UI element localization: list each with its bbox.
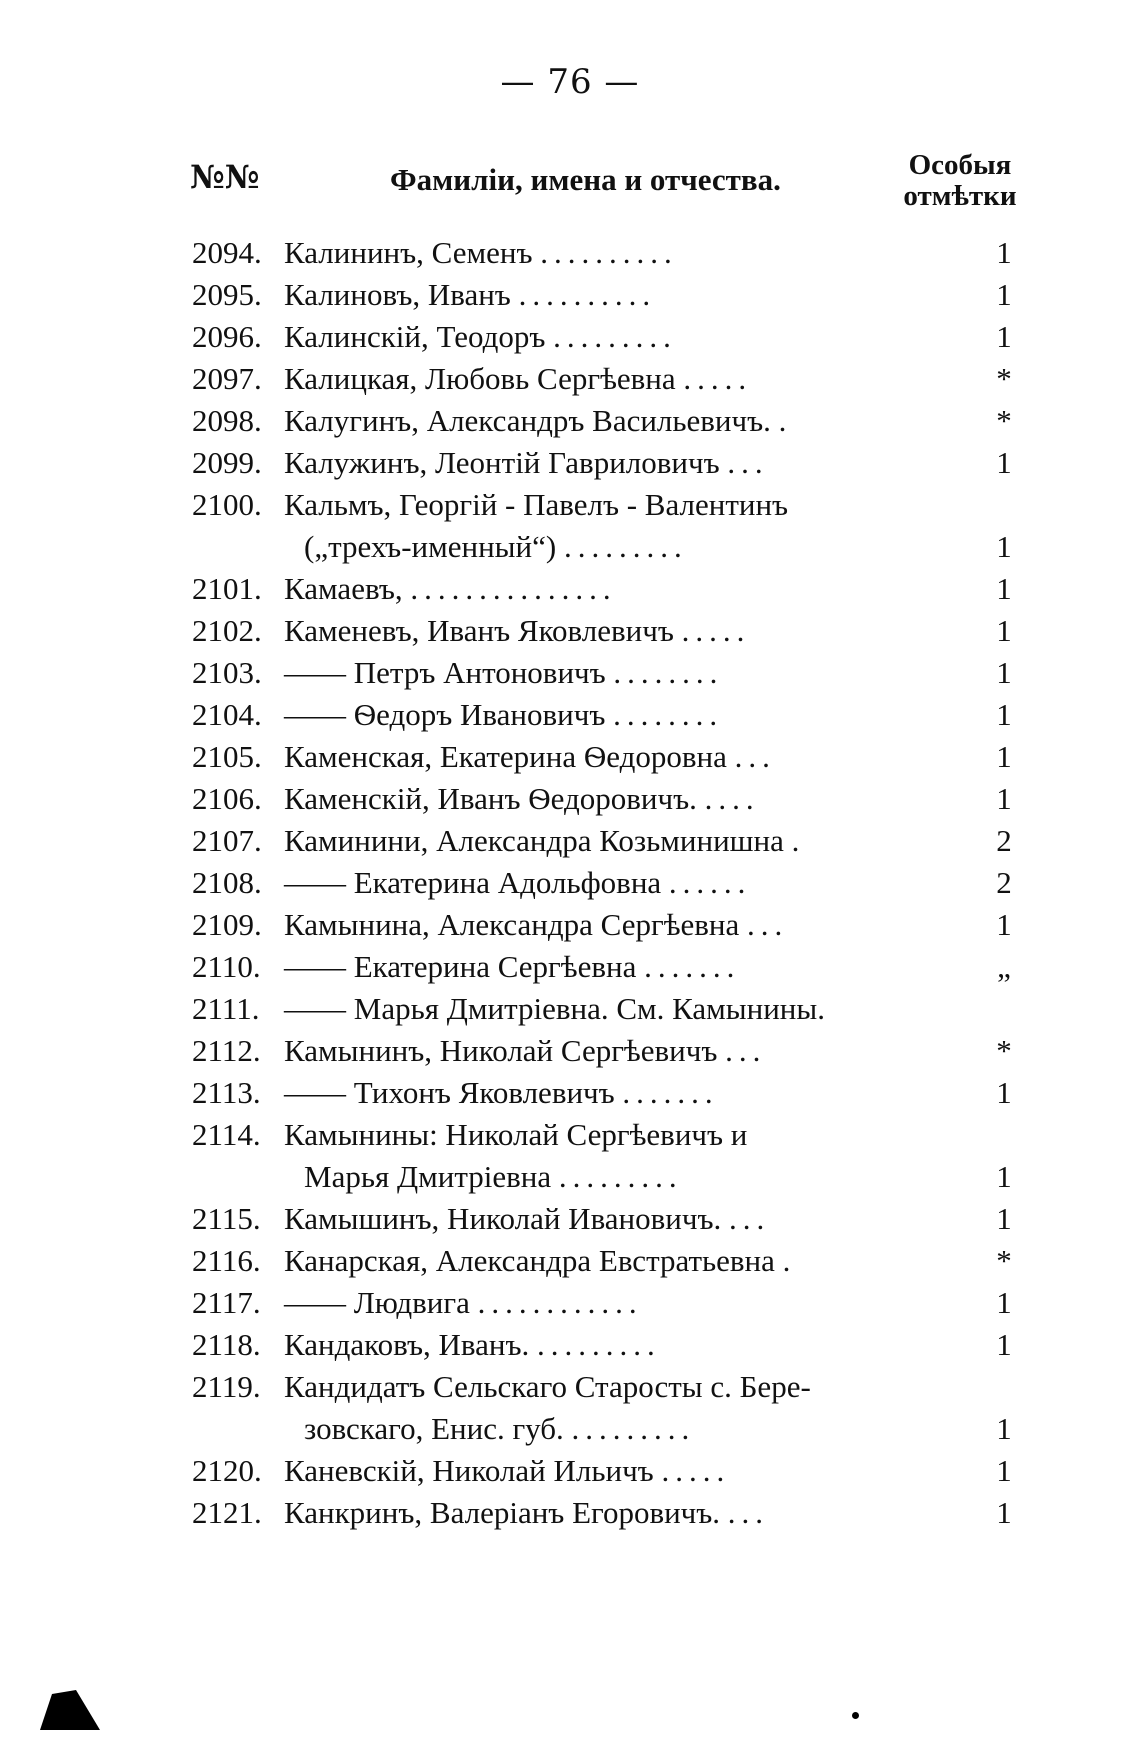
entry-name: Калинскій, Теодоръ: [284, 319, 546, 354]
entry-mark: *: [996, 1033, 1012, 1068]
entry-leader-dots: .....: [681, 613, 751, 648]
entry-number: 2112.: [192, 1033, 261, 1068]
entry-mark: 2: [996, 823, 1012, 858]
entry-leader-dots: ............: [477, 1285, 643, 1320]
entry-number: 2121.: [192, 1495, 262, 1530]
entry-number: 2117.: [192, 1285, 261, 1320]
entry-mark: 1: [996, 445, 1012, 480]
entry-number: 2101.: [192, 571, 262, 606]
list-item: [192, 1450, 1012, 1492]
entry-leader-dots: .........: [553, 319, 677, 354]
entry-mark: *: [996, 361, 1012, 396]
entry-mark: 1: [996, 529, 1012, 564]
entry-name: —— Екатерина Адольфовна: [284, 865, 662, 900]
entry-number: 2100.: [192, 487, 262, 522]
entry-name: —— Петръ Антоновичъ: [284, 655, 606, 690]
entry-mark: 1: [996, 1495, 1012, 1530]
entry-name-line2: зовскаго, Енис. губ.: [304, 1411, 564, 1446]
entry-mark: 1: [996, 1201, 1012, 1236]
entry-number: 2111.: [192, 991, 260, 1026]
entry-text: [284, 862, 944, 904]
entry-leader-dots: ...: [727, 445, 769, 480]
entry-mark: 1: [996, 781, 1012, 816]
entry-leader-dots: .....: [661, 1453, 731, 1488]
entry-mark: *: [996, 403, 1012, 438]
entry-name: Канарская, Александра Евстратьевна: [284, 1243, 775, 1278]
column-header-marks-line2: отмѣтки: [903, 180, 1017, 212]
list-item: [192, 274, 1012, 316]
entry-mark: 1: [996, 1159, 1012, 1194]
list-item: [192, 1282, 1012, 1324]
entry-leader-dots: ..........: [540, 235, 678, 270]
entry-text: [284, 1240, 944, 1282]
entry-name: Калининъ, Семенъ: [284, 235, 533, 270]
entry-mark: 2: [996, 865, 1012, 900]
entry-name-continued: [284, 526, 944, 568]
list-item: [192, 946, 1012, 988]
list-item: [192, 484, 1012, 568]
entry-leader-dots: ...: [734, 739, 776, 774]
entry-number: 2097.: [192, 361, 262, 396]
entry-name: Кальмъ, Георгій - Павелъ - Валентинъ: [284, 487, 789, 522]
entry-text: [284, 1450, 944, 1492]
entry-mark: „: [997, 949, 1011, 984]
entry-leader-dots: ......: [668, 865, 752, 900]
entry-leader-dots: .........: [571, 1411, 696, 1446]
entry-number: 2106.: [192, 781, 262, 816]
entry-mark: 1: [996, 1285, 1012, 1320]
list-item: [192, 862, 1012, 904]
entry-text: [284, 1072, 944, 1114]
entry-name: Каменская, Екатерина Ѳедоровна: [284, 739, 727, 774]
entry-mark: 1: [996, 235, 1012, 270]
entry-name: Каминини, Александра Козьминишна: [284, 823, 784, 858]
entry-leader-dots: ...: [725, 1033, 767, 1068]
entry-text: [284, 778, 944, 820]
list-item: [192, 442, 1012, 484]
entry-mark: 1: [996, 655, 1012, 690]
page-number: — 76 —: [500, 62, 640, 102]
list-item: [192, 988, 1012, 1030]
ink-speck: [852, 1712, 859, 1719]
entry-leader-dots: .......: [644, 949, 741, 984]
entry-leader-dots: .........: [537, 1327, 661, 1362]
entry-text: [284, 400, 944, 442]
entry-number: 2094.: [192, 235, 262, 270]
entry-number: 2103.: [192, 655, 262, 690]
list-item: [192, 736, 1012, 778]
entry-name: Камынинъ, Николай Сергѣевичъ: [284, 1033, 718, 1068]
list-item: [192, 358, 1012, 400]
entry-number: 2099.: [192, 445, 262, 480]
entry-mark: 1: [996, 697, 1012, 732]
entry-leader-dots: ........: [613, 655, 724, 690]
entry-text: [284, 1030, 944, 1072]
list-item: [192, 1492, 1012, 1534]
entry-name: Калиновъ, Иванъ: [284, 277, 511, 312]
entry-mark: 1: [996, 1075, 1012, 1110]
list-item: [192, 694, 1012, 736]
entry-mark: 1: [996, 1411, 1012, 1446]
entry-number: 2114.: [192, 1117, 261, 1152]
entry-name-continued: [284, 1408, 944, 1450]
entry-name: Калицкая, Любовь Сергѣевна: [284, 361, 676, 396]
ink-blot: [40, 1690, 100, 1730]
entry-name-continued: [284, 1156, 944, 1198]
entry-name: Камынины: Николай Сергѣевичъ и: [284, 1117, 748, 1152]
entry-leader-dots: .....: [683, 361, 753, 396]
list-item: [192, 316, 1012, 358]
entry-name: Камышинъ, Николай Ивановичъ.: [284, 1201, 722, 1236]
column-header-marks: [900, 150, 1020, 212]
entry-text: [284, 316, 944, 358]
entry-name: —— Тихонъ Яковлевичъ: [284, 1075, 615, 1110]
entry-text: [284, 568, 944, 610]
list-item: [192, 1324, 1012, 1366]
entry-number: 2115.: [192, 1201, 261, 1236]
entry-name: —— Екатерина Сергѣевна: [284, 949, 637, 984]
list-item: [192, 1072, 1012, 1114]
list-item: [192, 1030, 1012, 1072]
entry-leader-dots: .: [782, 1243, 797, 1278]
entry-leader-dots: ....: [704, 781, 760, 816]
entry-leader-dots: ...: [729, 1201, 771, 1236]
entry-leader-dots: .: [778, 403, 793, 438]
entry-text: [284, 904, 944, 946]
entry-leader-dots: ..........: [518, 277, 657, 312]
entry-name: Каменевъ, Иванъ Яковлевичъ: [284, 613, 674, 648]
list-item: [192, 1240, 1012, 1282]
entry-mark: 1: [996, 571, 1012, 606]
entry-text: [284, 1366, 944, 1450]
entry-leader-dots: ........: [613, 697, 724, 732]
list-item: [192, 232, 1012, 274]
entry-text: [284, 1282, 944, 1324]
entry-text: [284, 736, 944, 778]
entry-number: 2116.: [192, 1243, 261, 1278]
entry-mark: 1: [996, 1453, 1012, 1488]
entry-leader-dots: ...: [747, 907, 789, 942]
entry-text: [284, 988, 944, 1030]
entry-number: 2120.: [192, 1453, 262, 1488]
entry-mark: 1: [996, 739, 1012, 774]
entry-leader-dots: .: [791, 823, 806, 858]
entry-mark: 1: [996, 613, 1012, 648]
list-item: [192, 610, 1012, 652]
entry-number: 2095.: [192, 277, 262, 312]
entry-text: [284, 1114, 944, 1198]
entry-number: 2118.: [192, 1327, 261, 1362]
entry-name: —— Ѳедоръ Ивановичъ: [284, 697, 606, 732]
list-item: [192, 400, 1012, 442]
column-header-names: Фамиліи, имена и отчества.: [390, 162, 781, 197]
entry-text: [284, 274, 944, 316]
entry-leader-dots: ...............: [410, 571, 617, 606]
entry-text: [284, 694, 944, 736]
entry-text: [284, 232, 944, 274]
entry-number: 2107.: [192, 823, 262, 858]
entry-name: Канкринъ, Валеріанъ Егоровичъ.: [284, 1495, 721, 1530]
entry-name: Калужинъ, Леонтій Гавриловичъ: [284, 445, 720, 480]
list-item: [192, 778, 1012, 820]
list-item: [192, 1198, 1012, 1240]
list-item: [192, 652, 1012, 694]
column-header-number: №№: [190, 158, 260, 196]
entry-name: —— Людвига: [284, 1285, 470, 1320]
entry-text: [284, 484, 944, 568]
entry-number: 2109.: [192, 907, 262, 942]
entry-mark: 1: [996, 277, 1012, 312]
entry-number: 2108.: [192, 865, 262, 900]
entry-number: 2119.: [192, 1369, 261, 1404]
entry-name: Калугинъ, Александръ Васильевичъ.: [284, 403, 771, 438]
entry-number: 2104.: [192, 697, 262, 732]
entry-mark: 1: [996, 907, 1012, 942]
entry-text: [284, 1198, 944, 1240]
entry-leader-dots: ...: [727, 1495, 770, 1530]
entry-leader-dots: .......: [622, 1075, 719, 1110]
entry-name: Кандаковъ, Иванъ.: [284, 1327, 530, 1362]
entry-number: 2110.: [192, 949, 261, 984]
entry-text: [284, 358, 944, 400]
entry-name-line2: („трехъ-именный“): [304, 529, 557, 564]
entry-text: [284, 820, 944, 862]
entry-text: [284, 610, 944, 652]
entry-mark: 1: [996, 319, 1012, 354]
list-item: [192, 820, 1012, 862]
entry-number: 2102.: [192, 613, 262, 648]
entry-mark: 1: [996, 1327, 1012, 1362]
entry-text: [284, 1492, 944, 1534]
list-item: [192, 1366, 1012, 1450]
entry-name: Каменскій, Иванъ Ѳедоровичъ.: [284, 781, 697, 816]
entry-leader-dots: .........: [558, 1159, 683, 1194]
entry-name: Каневскій, Николай Ильичъ: [284, 1453, 654, 1488]
entry-text: [284, 946, 944, 988]
entry-text: [284, 442, 944, 484]
entries-list: [192, 232, 1012, 1534]
entry-number: 2096.: [192, 319, 262, 354]
entry-name: Кандидатъ Сельскаго Старосты с. Бере-: [284, 1369, 811, 1404]
entry-number: 2105.: [192, 739, 262, 774]
entry-name: Камаевъ,: [284, 571, 403, 606]
entry-text: [284, 1324, 944, 1366]
entry-number: 2113.: [192, 1075, 261, 1110]
column-header-marks-line1: Особыя: [908, 149, 1012, 181]
list-item: [192, 1114, 1012, 1198]
entry-text: [284, 652, 944, 694]
list-item: [192, 904, 1012, 946]
list-item: [192, 568, 1012, 610]
entry-leader-dots: .........: [563, 529, 688, 564]
entry-name: —— Марья Дмитріевна. См. Камынины.: [284, 991, 825, 1026]
entry-name: Камынина, Александра Сергѣевна: [284, 907, 740, 942]
entry-mark: *: [996, 1243, 1012, 1278]
entry-number: 2098.: [192, 403, 262, 438]
entry-name-line2: Марья Дмитріевна: [304, 1159, 552, 1194]
